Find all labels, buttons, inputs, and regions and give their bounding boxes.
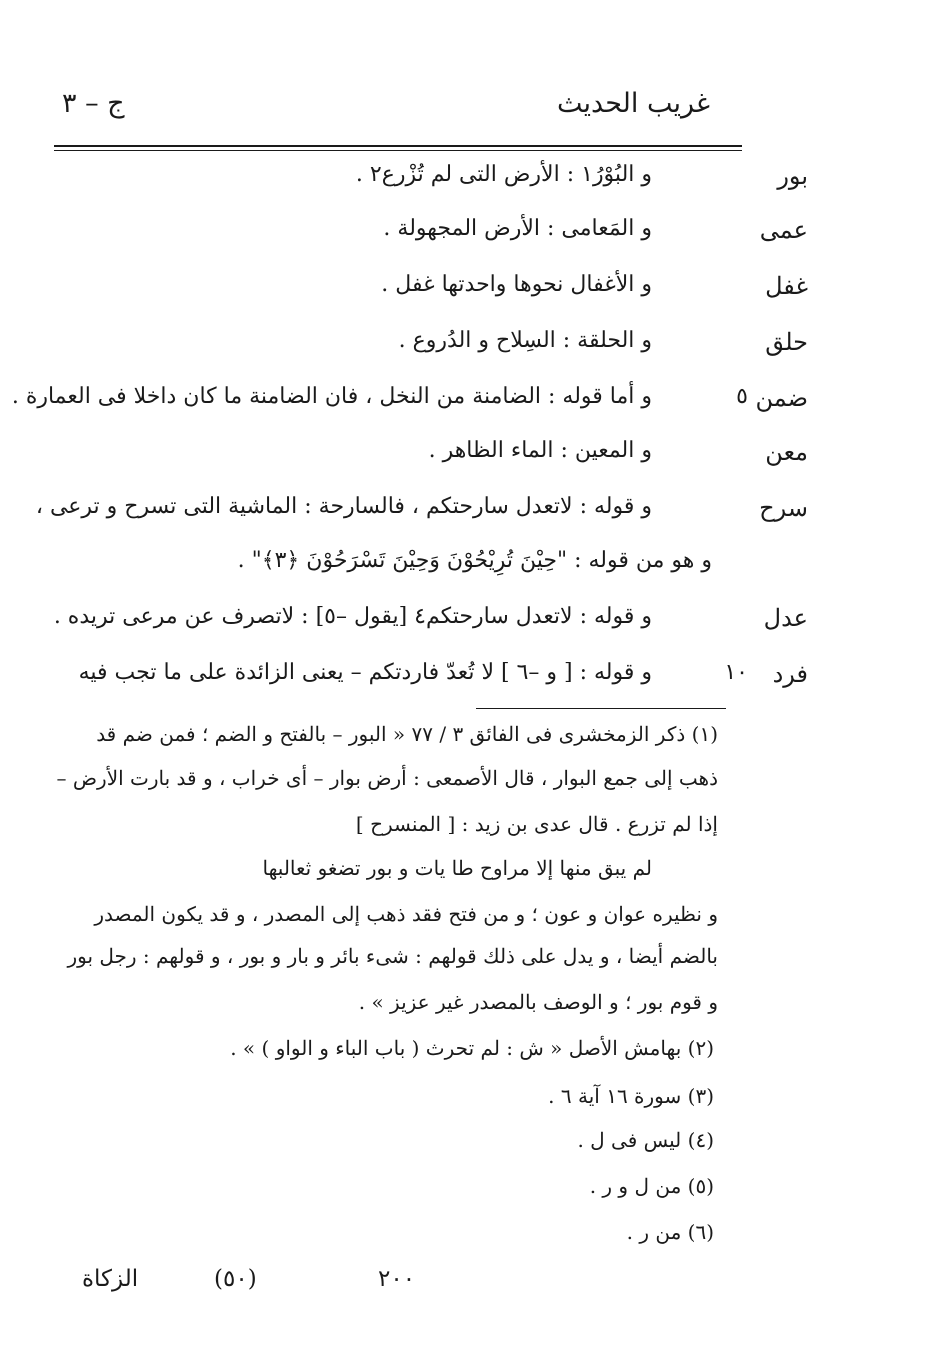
entry-keyword: ضمن	[755, 384, 808, 412]
entry-text: و المَعامى : الأرض المجهولة .	[383, 216, 652, 241]
line-number: ٥	[736, 384, 748, 409]
footnote-line: إذا لم تزرع . قال عدى بن زيد : [ المنسرح ]	[355, 812, 718, 836]
footnote-line: (٦) من ر .	[626, 1220, 714, 1244]
entry-keyword: سرح	[759, 494, 808, 522]
entry-keyword: فرد	[772, 660, 808, 688]
entry-text: و المعين : الماء الظاهر .	[428, 438, 652, 463]
entry-text-continued: و هو من قوله : "حِيْنَ تُرِيْحُوْنَ وَحِيْنَ تَسْرَحُوْنَ ﴿٣﴾" .	[237, 548, 712, 573]
footnote-line: (١) ذكر الزمخشرى فى الفائق ٣ / ٧٧ « البور – بالفتح و الضم ؛ فمن ضم قد	[96, 722, 718, 746]
footnote-line: (٤) ليس فى ل .	[577, 1128, 714, 1152]
entry-keyword: بور	[777, 162, 808, 190]
footer-section-title: الزكاة	[82, 1266, 139, 1292]
footnote-line: ذهب إلى جمع البوار ، قال الأصمعى : أرض بوار – أى خراب ، و قد بارت الأرض –	[56, 766, 718, 790]
entry-text: و الأغفال نحوها واحدتها غفل .	[381, 272, 652, 297]
entry-text: و أما قوله : الضامنة من النخل ، فان الضامنة ما كان داخلا فى العمارة .	[11, 384, 652, 409]
footnote-line: (٢) بهامش الأصل « ش : لم تحرث ( باب الباء و الواو ) » .	[230, 1036, 714, 1060]
footnote-rule	[476, 708, 726, 709]
entry-text: و البُوْرُ١ : الأرض التى لم تُزْرع٢ .	[355, 162, 652, 187]
entry-keyword: معن	[765, 438, 808, 466]
entry-text: و قوله : [ و –٦ ] لا تُعدّ فاردتكم – يعنى الزائدة على ما تجب فيه	[78, 660, 652, 685]
footnote-line: بالضم أيضا ، و يدل على ذلك قولهم : شىء بائر و بار و بور ، و قولهم : رجل بور	[67, 944, 718, 968]
entry-keyword: عمى	[759, 216, 808, 244]
entry-text: و قوله : لاتعدل سارحتكم ، فالسارحة : الماشية التى تسرح و ترعى ،	[35, 494, 652, 519]
entry-text: و الحلقة : السِلاح و الدُروع .	[398, 328, 652, 353]
entry-text: و قوله : لاتعدل سارحتكم٤ [يقول –٥] : لاتصرف عن مرعى تريده .	[53, 604, 652, 629]
footer-number-paren: (٥٠)	[214, 1266, 257, 1292]
volume-label: ج – ٣	[62, 88, 125, 119]
header-rule	[54, 145, 742, 147]
footnote-line: و قوم بور ؛ و الوصف بالمصدر غير عزيز » .	[358, 990, 718, 1014]
page-number: ٢٠٠	[378, 1266, 416, 1292]
entry-keyword: غفل	[765, 272, 808, 300]
footnote-line: (٣) سورة ١٦ آية ٦ .	[548, 1084, 714, 1108]
running-title: غريب الحديث	[557, 88, 710, 119]
entry-keyword: عدل	[763, 604, 808, 632]
header-rule-thin	[54, 150, 742, 151]
footnote-line: و نظيره عوان و عون ؛ و من فتح فقد ذهب إلى المصدر ، و قد يكون المصدر	[94, 902, 718, 926]
footnote-line: (٥) من ل و ر .	[589, 1174, 714, 1198]
entry-keyword: حلق	[765, 328, 808, 356]
footnote-verse: لم يبق منها إلا مراوح طا يات و بور تضغو ثعالبها	[262, 856, 652, 880]
line-number: ١٠	[724, 660, 748, 685]
